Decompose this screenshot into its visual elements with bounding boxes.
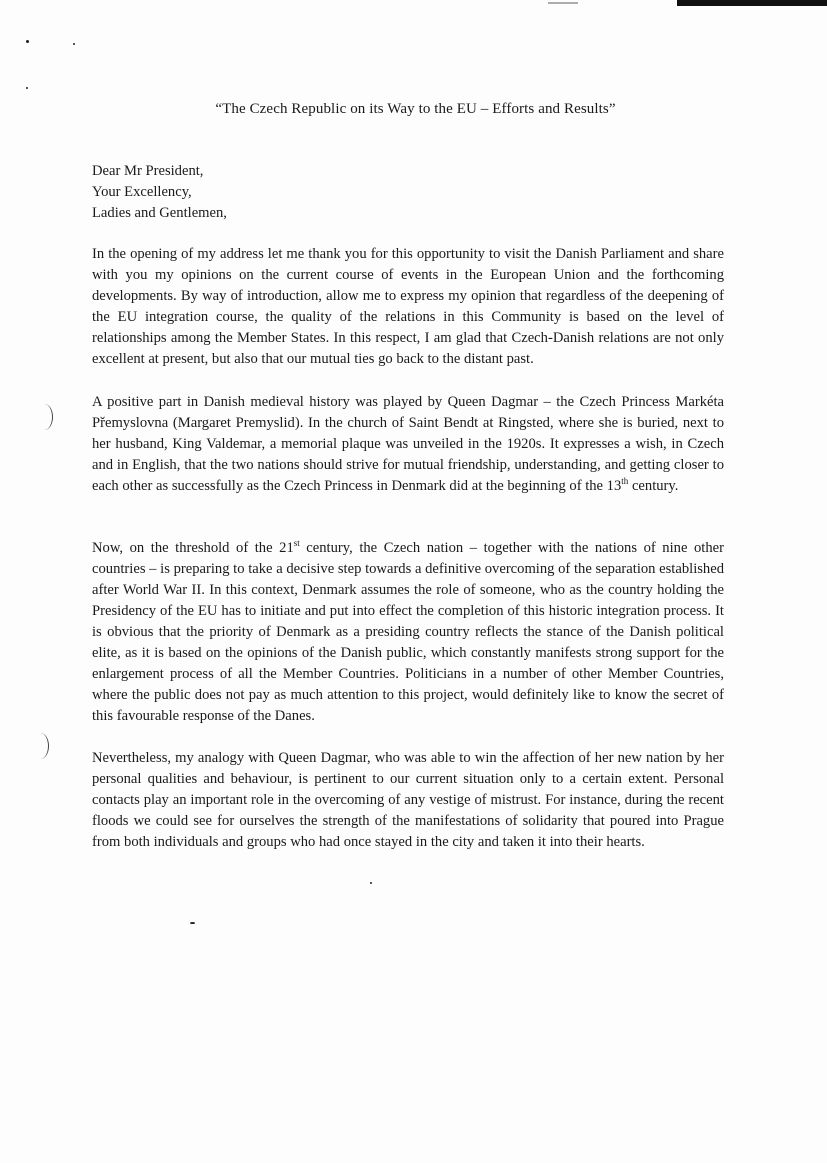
paragraph-queen-dagmar: [92, 392, 724, 497]
ordinal-suffix: th: [621, 476, 629, 486]
scan-speck: [26, 40, 29, 43]
ordinal-suffix: st: [293, 538, 300, 548]
paragraph-text: century, the Czech nation – together with the nations of nine other countries – is preparing to take a decisive step towards a definitive overcoming of the separation established after World War II. In this context, Denmark assumes the role of someone, who as the country holding the Presidency of the EU has to initiate and put into effect the completion of this historic integration process. It is obvious that the priority of Denmark as a presiding country reflects the stance of the Danish political elite, as it is based on the opinions of the Danish public, which constantly manifests strong support for the enlargement process of all the Member Countries. Politicians in a number of other Member Countries, where the public does not pay as much attention to this project, would definitely like to know the secret of this favourable response of the Danes.: [92, 540, 724, 724]
salutation-block: [92, 161, 227, 224]
paragraph-text: A positive part in Danish medieval history was played by Queen Dagmar – the Czech Princess Markéta Přemyslovna (Margaret Premyslid). In the church of Saint Bendt at Ringsted, where she is buried, next to her husband, King Valdemar, a memorial plaque was unveiled in the 1920s. It expresses a wish, in Czech and in English, that the two nations should strive for mutual friendship, understanding, and getting closer to each other as successfully as the Czech Princess in Denmark did at the beginning of the 13: [92, 394, 724, 494]
document-title: “The Czech Republic on its Way to the EU – Efforts and Results”: [215, 101, 616, 117]
scan-edge-bar: [677, 0, 827, 6]
scan-speck: [190, 922, 195, 924]
punch-hole-mark: [36, 404, 53, 430]
paragraph-analogy: Nevertheless, my analogy with Queen Dagmar, who was able to win the affection of her new nation by her personal qualities and behaviour, is pertinent to our current situation only to a certain extent. Personal contacts play an important role in the overcoming of any vestige of mistrust. For instance, during the recent floods we could see for ourselves the strength of the manifestations of solidarity that poured into Prague from both individuals and groups who had once stayed in the city and taken it into their hearts.: [92, 750, 724, 850]
scan-mark: [548, 2, 578, 4]
salutation-line: Ladies and Gentlemen,: [92, 205, 227, 221]
punch-hole-mark: [32, 733, 49, 759]
paragraph-opening: In the opening of my address let me thank you for this opportunity to visit the Danish Parliament and share with you my opinions on the current course of events in the European Union and the forthcoming developments. By way of introduction, allow me to express my opinion that regardless of the deepening of the EU integration course, the quality of the relations in this Community is based on the level of relationships among the Member States. In this respect, I am glad that Czech-Danish relations are not only excellent at present, but also that our mutual ties go back to the distant past.: [92, 246, 724, 367]
paragraph-threshold: [92, 538, 724, 727]
scan-speck: [370, 882, 372, 884]
paragraph-text: Now, on the threshold of the 21: [92, 540, 294, 556]
salutation-line: Your Excellency,: [92, 184, 192, 200]
scan-speck: [73, 43, 75, 45]
paragraph-text: century.: [628, 478, 679, 494]
salutation-line: Dear Mr President,: [92, 163, 204, 179]
scan-speck: [26, 87, 28, 89]
